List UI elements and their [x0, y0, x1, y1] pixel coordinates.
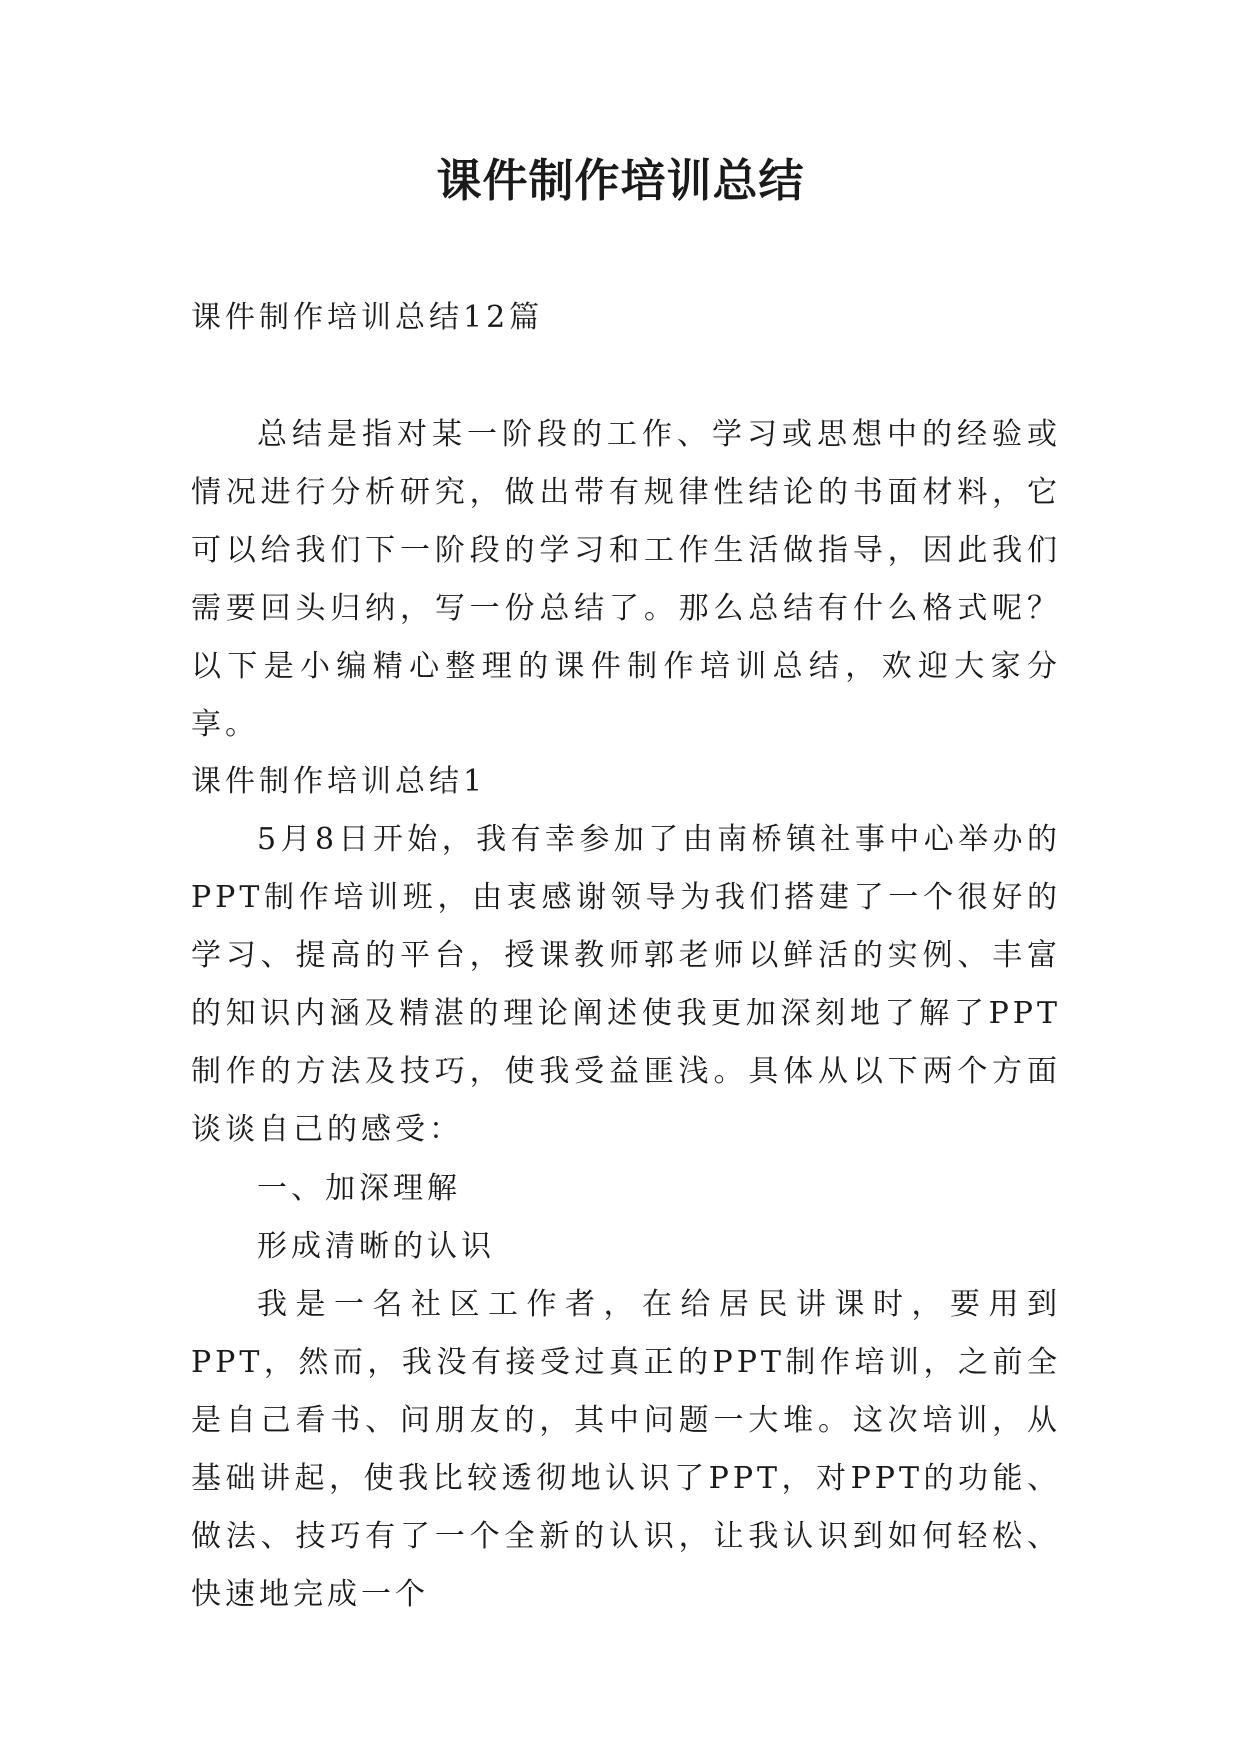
document-title: 课件制作培训总结: [436, 154, 805, 207]
section-heading: 课件制作培训总结1: [191, 764, 487, 799]
list-item-heading: 一、加深理解: [257, 1171, 461, 1206]
intro-paragraph: 总结是指对某一阶段的工作、学习或思想中的经验或情况进行分析研究，做出带有规律性结论的书面材料，它可以给我们下一阶段的学习和工作生活做指导，因此我们需要回头归纳，写一份总结了。那么总结有什么格式呢？以下是小编精心整理的课件制作培训总结，欢迎大家分享。: [191, 417, 1061, 742]
section-paragraph: 5月8日开始，我有幸参加了由南桥镇社事中心举办的PPT制作培训班，由衷感谢领导为我们搭建了一个很好的学习、提高的平台，授课教师郭老师以鲜活的实例、丰富的知识内涵及精湛的理论阐述使我更加深刻地了解了PPT制作的方法及技巧，使我受益匪浅。具体从以下两个方面谈谈自己的感受：: [191, 822, 1061, 1147]
document-subtitle: 课件制作培训总结12篇: [191, 300, 544, 335]
list-item-subheading: 形成清晰的认识: [257, 1229, 495, 1264]
section-paragraph: 我是一名社区工作者，在给居民讲课时，要用到PPT，然而，我没有接受过真正的PPT制作培训，之前全是自己看书、问朋友的，其中问题一大堆。这次培训，从基础讲起，使我比较透彻地认识了PPT，对PPT的功能、做法、技巧有了一个全新的认识，让我认识到如何轻松、快速地完成一个: [191, 1287, 1061, 1612]
